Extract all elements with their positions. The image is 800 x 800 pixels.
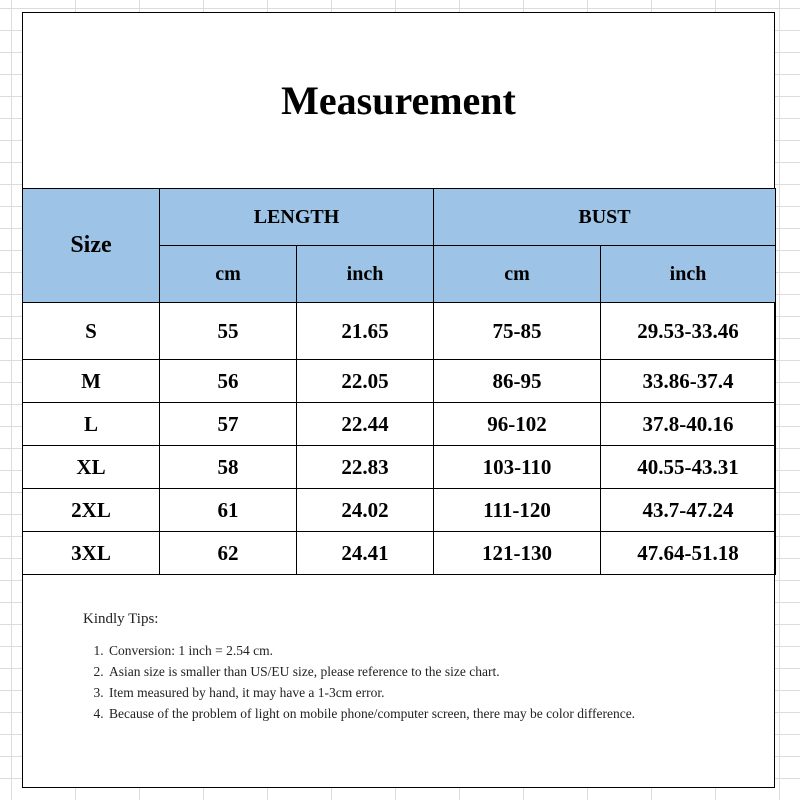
length-header: LENGTH (160, 189, 434, 246)
length-cm-cell: 57 (160, 403, 297, 446)
table-row (23, 403, 776, 446)
length-cm-header: cm (160, 246, 297, 303)
bust-cm-cell: 75-85 (434, 303, 601, 360)
size-header: Size (23, 189, 160, 303)
bust-inch-cell: 40.55-43.31 (601, 446, 776, 489)
bust-cm-cell: 111-120 (434, 489, 601, 532)
size-cell: L (23, 403, 160, 446)
bust-cm-cell: 103-110 (434, 446, 601, 489)
tips-title: Kindly Tips: (83, 611, 159, 627)
bust-cm-cell: 96-102 (434, 403, 601, 446)
bust-inch-cell: 43.7-47.24 (601, 489, 776, 532)
table-row (23, 489, 776, 532)
length-inch-cell: 22.83 (297, 446, 434, 489)
bust-cm-header: cm (434, 246, 601, 303)
length-cm-cell: 55 (160, 303, 297, 360)
table-row (23, 303, 776, 360)
table-row (23, 446, 776, 489)
bust-header: BUST (434, 189, 776, 246)
page-title: Measurement (281, 78, 516, 123)
bust-inch-cell: 37.8-40.16 (601, 403, 776, 446)
bust-inch-header: inch (601, 246, 776, 303)
size-cell: M (23, 360, 160, 403)
length-inch-cell: 24.41 (297, 532, 434, 575)
tips-list (83, 640, 723, 724)
size-cell: S (23, 303, 160, 360)
length-cm-cell: 56 (160, 360, 297, 403)
bust-inch-cell: 33.86-37.4 (601, 360, 776, 403)
table-header-row (23, 189, 776, 246)
table-row (23, 532, 776, 575)
size-chart-sheet (22, 12, 775, 788)
bust-cm-cell: 86-95 (434, 360, 601, 403)
size-cell: XL (23, 446, 160, 489)
size-table (22, 188, 776, 575)
length-inch-cell: 24.02 (297, 489, 434, 532)
tip-item: 1. Conversion: 1 inch = 2.54 cm. (107, 640, 723, 661)
size-cell: 2XL (23, 489, 160, 532)
tip-item: 4. Because of the problem of light on mobile phone/computer screen, there may be color difference. (107, 703, 723, 724)
length-inch-cell: 22.44 (297, 403, 434, 446)
table-row (23, 360, 776, 403)
length-cm-cell: 62 (160, 532, 297, 575)
tip-item: 3. Item measured by hand, it may have a 1-3cm error. (107, 682, 723, 703)
tip-item: 2. Asian size is smaller than US/EU size, please reference to the size chart. (107, 661, 723, 682)
bust-inch-cell: 29.53-33.46 (601, 303, 776, 360)
kindly-tips (83, 611, 723, 724)
length-inch-header: inch (297, 246, 434, 303)
length-inch-cell: 22.05 (297, 360, 434, 403)
bust-inch-cell: 47.64-51.18 (601, 532, 776, 575)
bust-cm-cell: 121-130 (434, 532, 601, 575)
size-cell: 3XL (23, 532, 160, 575)
length-cm-cell: 61 (160, 489, 297, 532)
length-inch-cell: 21.65 (297, 303, 434, 360)
length-cm-cell: 58 (160, 446, 297, 489)
